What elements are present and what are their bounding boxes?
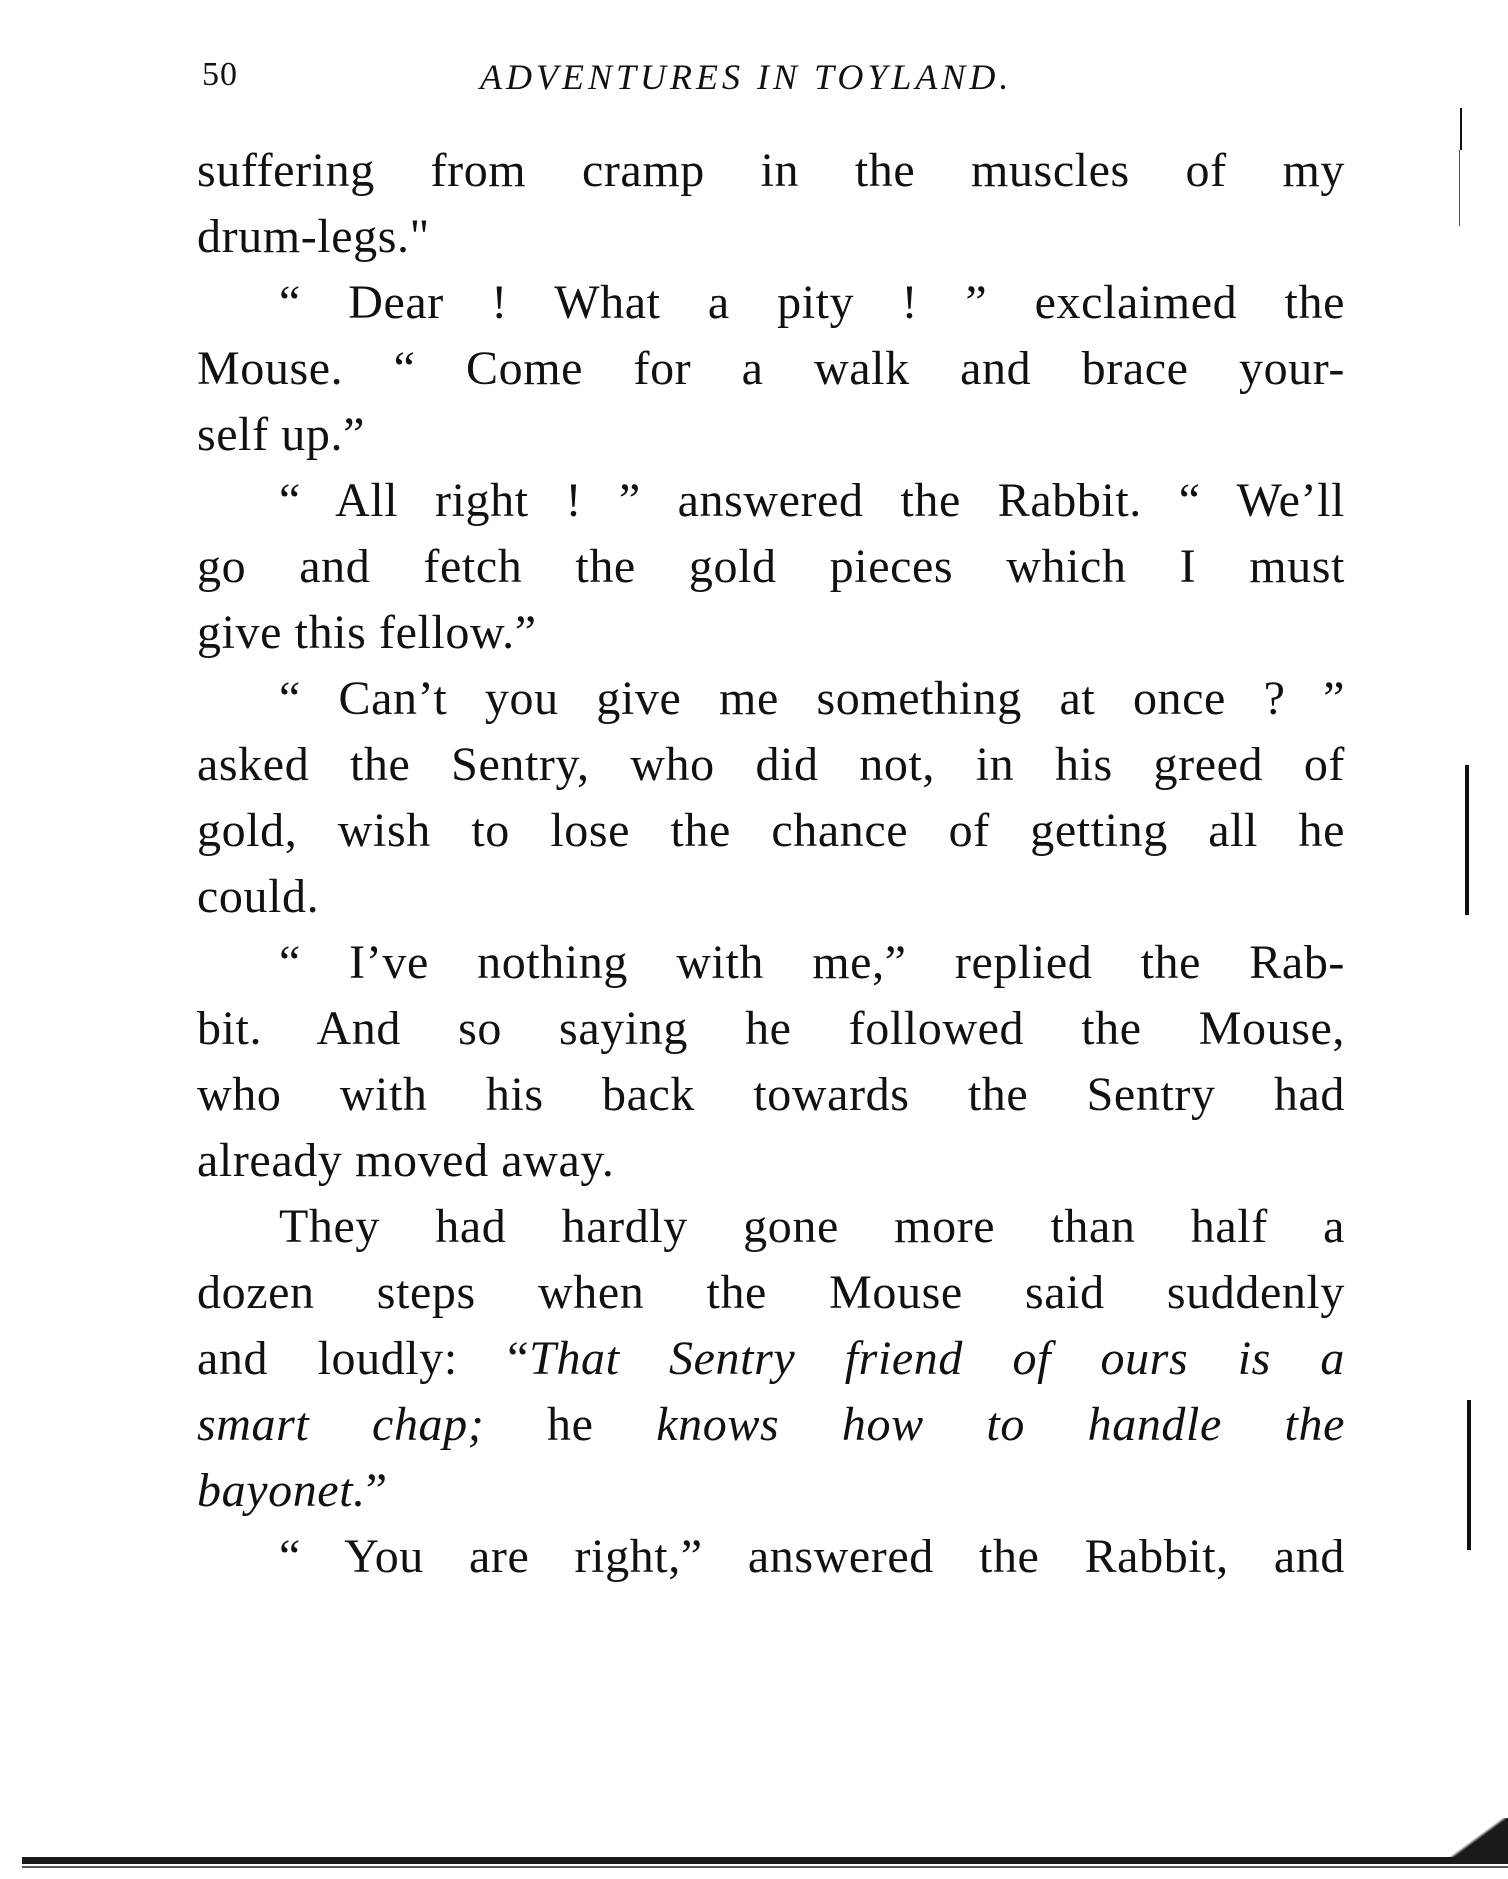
text-line: suffering from cramp in the muscles of my	[197, 144, 1345, 197]
text-fragment: ”	[365, 1464, 388, 1517]
text-line: “ Dear ! What a pity ! ” exclaimed the	[279, 276, 1345, 329]
text-line	[197, 1458, 1345, 1524]
text-line: already moved away.	[197, 1134, 615, 1187]
text-line: who with his back towards the Sentry had	[197, 1068, 1345, 1121]
text-line: “ I’ve nothing with me,” replied the Rab-	[279, 936, 1345, 989]
text-line: drum-legs."	[197, 210, 430, 263]
margin-mark	[1465, 765, 1469, 915]
italic-fragment: bayonet.	[197, 1464, 366, 1517]
running-title: ADVENTURES IN TOYLAND.	[480, 57, 1013, 97]
text-line: “ You are right,” answered the Rabbit, and	[279, 1530, 1345, 1583]
page-header	[200, 56, 1345, 106]
text-line: They had hardly gone more than half a	[279, 1200, 1345, 1253]
text-line: could.	[197, 870, 320, 923]
text-line: “ Can’t you give me something at once ? ”	[279, 672, 1345, 725]
italic-fragment: knows how to handle the	[656, 1398, 1345, 1451]
bottom-rule-thin	[22, 1866, 1508, 1868]
text-line: dozen steps when the Mouse said suddenly	[197, 1266, 1345, 1319]
margin-mark	[1467, 1400, 1471, 1550]
text-line: go and fetch the gold pieces which I must	[197, 540, 1345, 593]
page-number: 50	[202, 56, 238, 93]
text-line	[197, 1326, 1345, 1392]
body-text	[197, 138, 1345, 1590]
text-line: asked the Sentry, who did not, in his greed of	[197, 738, 1345, 791]
bottom-rule	[22, 1857, 1508, 1864]
margin-mark	[1460, 108, 1462, 150]
text-line: self up.”	[197, 408, 366, 461]
text-line: “ All right ! ” answered the Rabbit. “ We’ll	[279, 474, 1345, 527]
bottom-rule-flare	[1448, 1818, 1508, 1862]
margin-mark	[1459, 150, 1460, 226]
italic-fragment: smart chap;	[197, 1398, 485, 1451]
text-fragment: he	[484, 1398, 657, 1451]
text-line: give this fellow.”	[197, 606, 537, 659]
text-fragment: and loudly: “	[197, 1332, 530, 1385]
text-line: Mouse. “ Come for a walk and brace your-	[197, 342, 1345, 395]
italic-fragment: That Sentry friend of ours is a	[529, 1332, 1345, 1385]
text-line: gold, wish to lose the chance of getting all he	[197, 804, 1345, 857]
text-line: bit. And so saying he followed the Mouse,	[197, 1002, 1345, 1055]
text-line	[197, 1392, 1345, 1458]
